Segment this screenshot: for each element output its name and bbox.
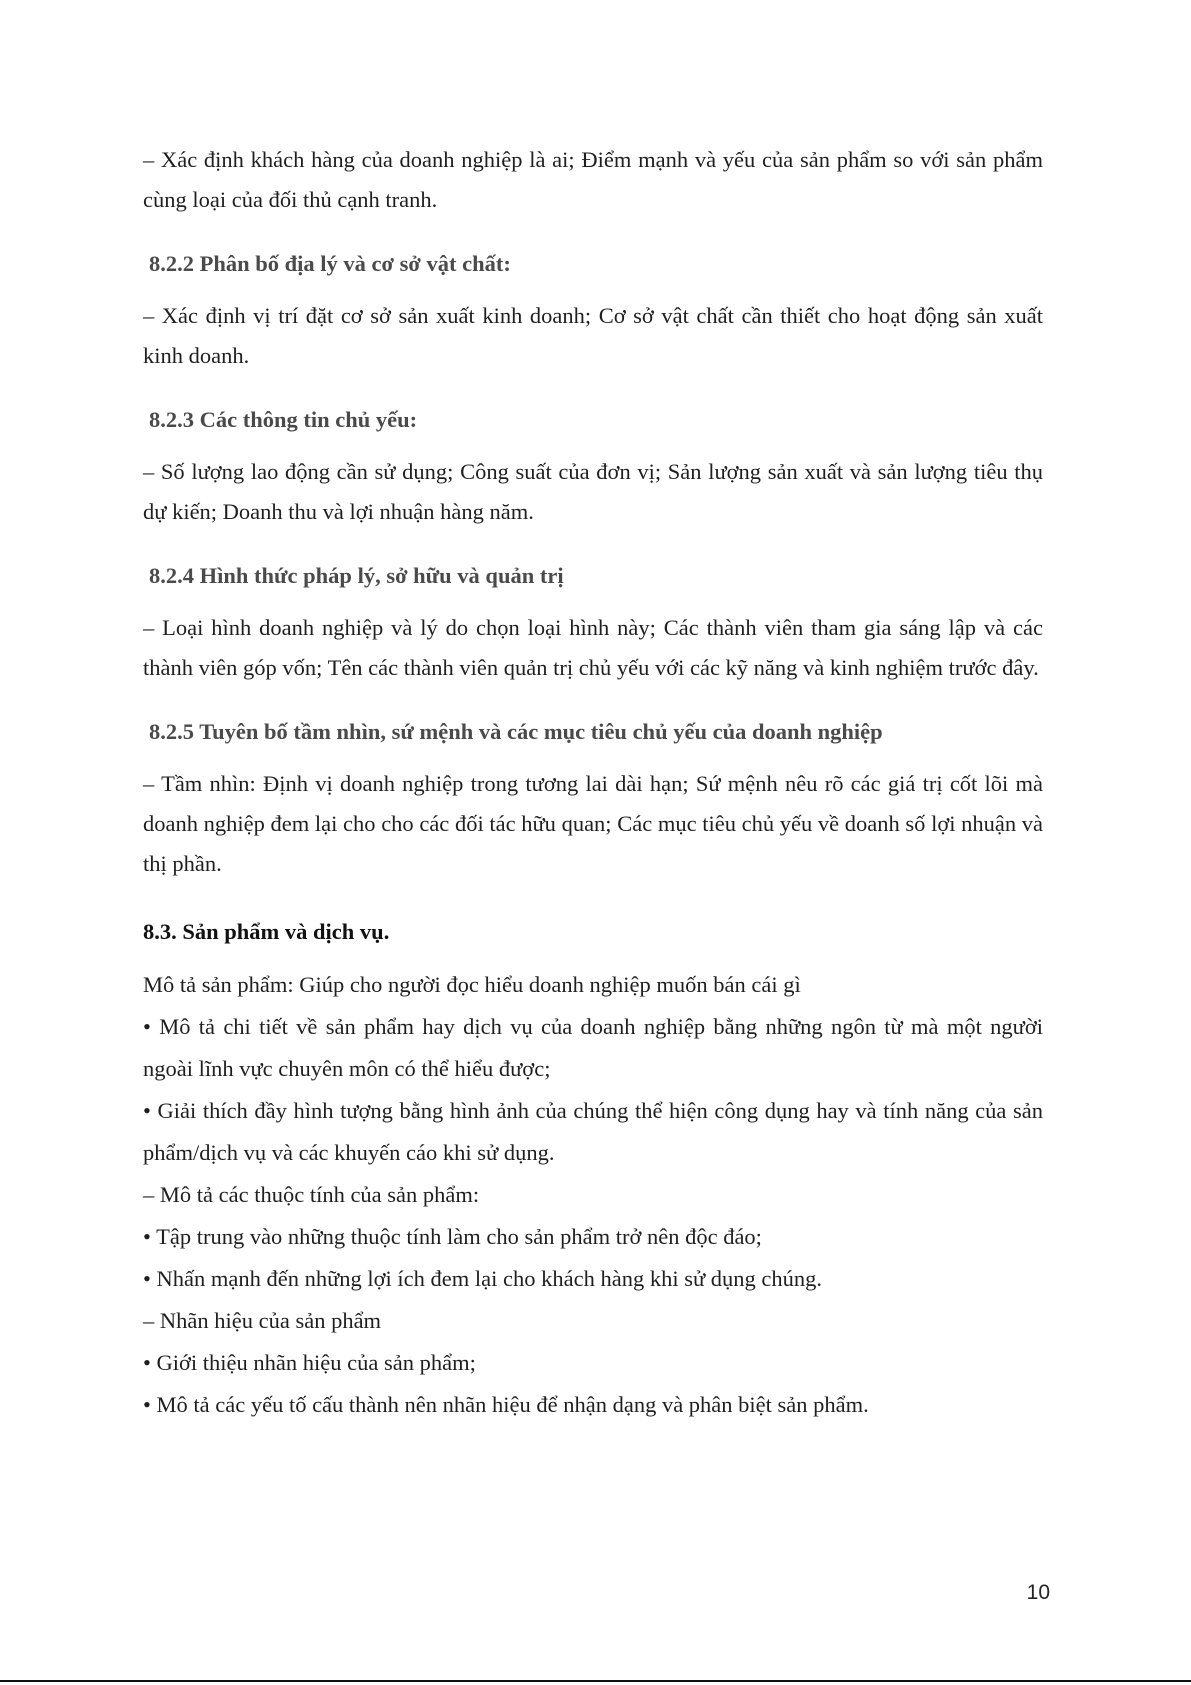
- product-description-line: Mô tả sản phẩm: Giúp cho người đọc hiểu doanh nghiệp muốn bán cái gì: [143, 972, 801, 997]
- bullet-line: • Nhấn mạnh đến những lợi ích đem lại cho khách hàng khi sử dụng chúng.: [143, 1266, 823, 1291]
- section-heading-8-2-5: 8.2.5 Tuyên bố tầm nhìn, sứ mệnh và các mục tiêu chủ yếu của doanh nghiệp: [149, 719, 883, 744]
- bullet-line: • Tập trung vào những thuộc tính làm cho sản phẩm trở nên độc đáo;: [143, 1224, 762, 1249]
- page-content: [143, 140, 1043, 1426]
- bullet-line: • Mô tả chi tiết về sản phẩm hay dịch vụ của doanh nghiệp bằng những ngôn từ mà một người ngoài lĩnh vực chuyên môn có thể hiểu được;: [143, 1014, 1043, 1081]
- dash-line: – Nhãn hiệu của sản phẩm: [143, 1308, 382, 1333]
- bullet-line: • Giải thích đầy hình tượng bằng hình ảnh của chúng thể hiện công dụng hay và tính năng của sản phẩm/dịch vụ và các khuyến cáo khi sử dụng.: [143, 1098, 1043, 1165]
- section-heading-8-3: 8.3. Sản phẩm và dịch vụ.: [143, 919, 390, 944]
- intro-paragraph: – Xác định khách hàng của doanh nghiệp là ai; Điểm mạnh và yếu của sản phẩm so với sản phẩm cùng loại của đối thủ cạnh tranh.: [143, 147, 1043, 212]
- bullet-line: • Mô tả các yếu tố cấu thành nên nhãn hiệu để nhận dạng và phân biệt sản phẩm.: [143, 1392, 869, 1417]
- bullet-line: • Giới thiệu nhãn hiệu của sản phẩm;: [143, 1350, 476, 1375]
- page-number: 10: [1026, 1581, 1050, 1604]
- section-heading-8-2-3: 8.2.3 Các thông tin chủ yếu:: [149, 407, 418, 432]
- section-body-8-2-5: – Tầm nhìn: Định vị doanh nghiệp trong tương lai dài hạn; Sứ mệnh nêu rõ các giá trị cốt lõi mà doanh nghiệp đem lại cho cho các đối tác hữu quan; Các mục tiêu chủ yếu về doanh số lợi nhuận và thị phần.: [143, 771, 1043, 876]
- section-body-8-2-4: – Loại hình doanh nghiệp và lý do chọn loại hình này; Các thành viên tham gia sáng lập và các thành viên góp vốn; Tên các thành viên quản trị chủ yếu với các kỹ năng và kinh nghiệm trước đây.: [143, 615, 1043, 680]
- dash-line: – Mô tả các thuộc tính của sản phẩm:: [143, 1182, 480, 1207]
- section-body-8-2-3: – Số lượng lao động cần sử dụng; Công suất của đơn vị; Sản lượng sản xuất và sản lượng tiêu thụ dự kiến; Doanh thu và lợi nhuận hàng năm.: [143, 459, 1043, 524]
- section-body-8-2-2: – Xác định vị trí đặt cơ sở sản xuất kinh doanh; Cơ sở vật chất cần thiết cho hoạt động sản xuất kinh doanh.: [143, 303, 1043, 368]
- section-heading-8-2-2: 8.2.2 Phân bố địa lý và cơ sở vật chất:: [149, 251, 511, 276]
- section-heading-8-2-4: 8.2.4 Hình thức pháp lý, sở hữu và quản trị: [149, 563, 564, 588]
- page-bottom-divider: [0, 1680, 1191, 1682]
